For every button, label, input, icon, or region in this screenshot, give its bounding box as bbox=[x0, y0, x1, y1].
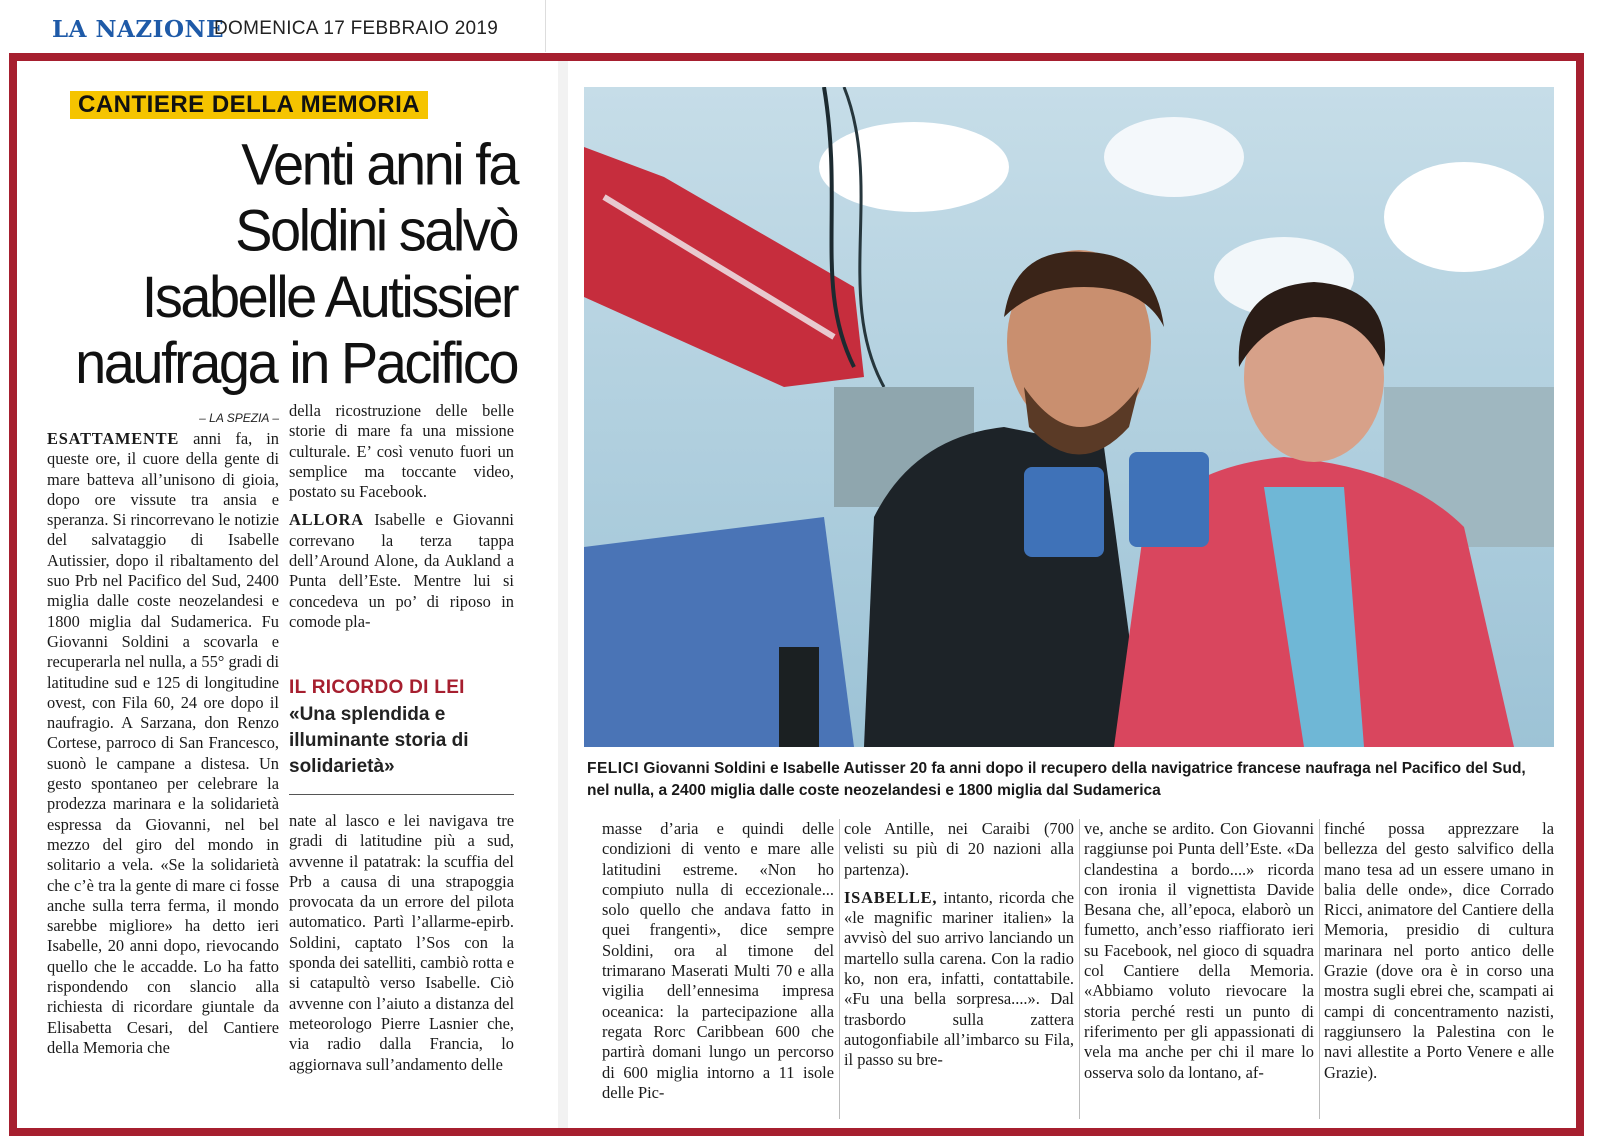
caption-lead: FELICI bbox=[587, 760, 640, 777]
headline-line: naufraga in Pacifico bbox=[75, 329, 517, 396]
body-text: masse d’aria e quindi delle condizioni di vento e mare alle latitudini estreme. «Non ho compiuto nulla di eccezionale... solo quello che andava fatto in quei frangenti», dice sempre Soldini, ora al timone del trimarano Maserati Multi 70 e alla vigilia dell’ennesima impresa oceanica: la partecipazione alla regata Rorc Caribbean 600 che partirà domani lungo un percorso di 600 miglia intorno a 11 isole delle Pic- bbox=[602, 819, 834, 1102]
body-text: ve, anche se ardito. Con Giovanni raggiunse poi Punta dell’Este. «Da clandestina a bordo....» ricorda con ironia il vignettista Davide Besana che, all’epoca, elaborò un fumetto, anch’esso riaffiorato ieri su Facebook, nel gioco di squadra col Cantiere della Memoria. «Abbiamo voluto rievocare la storia perché resti un punto di riferimento per gli appassionati di vela ma anche per chi il mare lo osserva solo da lontano, af- bbox=[1084, 819, 1314, 1082]
byline: – LA SPEZIA – bbox=[199, 411, 279, 425]
column-rule bbox=[1319, 819, 1320, 1119]
text-column-1 bbox=[47, 429, 279, 1129]
text-column-3 bbox=[602, 819, 834, 1129]
lead-word: ALLORA bbox=[289, 510, 364, 530]
body-text: cole Antille, nei Caraibi (700 velisti su più di 20 nazioni alla partenza). bbox=[844, 819, 1074, 879]
body-text: nate al lasco e lei navigava tre gradi di latitudine più a sud, avvenne il patatrak: la scuffia del Prb a causa di una strapoggia provocata da un errore del pilota automatico. Partì l’allarme-epirb. Soldini, captato l’Sos con la sponda dei satelliti, cambiò rotta e si catapultò verso Isabelle. Ciò avvenne con l’aiuto a distanza del meteorologo Pierre Lasnier che, via radio dalla Francia, lo aggiornava sull’andamento delle bbox=[289, 811, 514, 1074]
pull-quote bbox=[289, 676, 514, 780]
paragraph bbox=[289, 510, 514, 632]
masthead bbox=[0, 0, 1600, 52]
pull-quote-label: IL RICORDO DI LEI bbox=[289, 677, 465, 698]
body-text: Isabelle e Giovanni correvano la terza tappa dell’Around Alone, da Aukland a Punta dell’Este. Mentre lui si concedeva un po’ di riposo in comode pla- bbox=[289, 510, 514, 631]
column-rule bbox=[1079, 819, 1080, 1119]
body-text: della ricostruzione delle belle storie di mare fa una missione culturale. E’ così venuto fuori un semplice ma toccante video, postato su Facebook. bbox=[289, 401, 514, 502]
issue-date: DOMENICA 17 FEBBRAIO 2019 bbox=[214, 18, 499, 39]
text-column-2-top bbox=[289, 401, 514, 651]
headline-line: Soldini salvò bbox=[235, 197, 517, 264]
photo-soldini-autissier bbox=[584, 87, 1554, 747]
pull-quote-text: «Una splendida e illuminante storia di solidarietà» bbox=[289, 704, 469, 777]
headline-line: Isabelle Autissier bbox=[141, 263, 517, 330]
paragraph bbox=[844, 888, 1074, 1071]
column-rule bbox=[839, 819, 840, 1119]
lead-word: ISABELLE, bbox=[844, 887, 938, 907]
text-column-2-bottom bbox=[289, 811, 514, 1129]
photo-caption bbox=[587, 758, 1547, 802]
headline bbox=[47, 131, 517, 396]
page-gutter bbox=[558, 61, 568, 1128]
page-divider bbox=[545, 0, 546, 52]
body-text: finché possa apprezzare la bellezza del gesto salvifico della mano tesa ad un essere umano in balia delle onde», dice Corrado Ricci, animatore del Cantiere della Memoria, presidio di cultura marinara nel porto antico delle Grazie (dove ora è in corso una mostra sugli ebrei che, scampati ai campi di concentramento nazisti, raggiunsero la Palestina con le navi allestite a Porto Venere e alle Grazie). bbox=[1324, 819, 1554, 1082]
text-column-6 bbox=[1324, 819, 1554, 1129]
text-column-5 bbox=[1084, 819, 1314, 1129]
caption-text: Giovanni Soldini e Isabelle Autisser 20 fa anni dopo il recupero della navigatrice francese naufraga nel Pacifico del Sud, nel nulla, a 2400 miglia dalle coste neozelandesi e 1800 miglia dal Sudamerica bbox=[587, 760, 1526, 799]
pull-quote-rule bbox=[289, 794, 514, 795]
article-frame bbox=[9, 53, 1584, 1136]
lead-word: ESATTAMENTE bbox=[47, 429, 180, 448]
article-photo bbox=[584, 87, 1554, 747]
headline-line: Venti anni fa bbox=[241, 131, 517, 198]
body-text: intanto, ricorda che «le magnific mariner italien» la avvisò del suo arrivo lanciando un martello sulla carena. Con la radio ko, non era, infatti, contattabile. «Fu una bella sorpresa....». Dal trasbordo sulla zattera autogonfiabile all’imbarco su Fila, il passo su bre- bbox=[844, 887, 1074, 1070]
newspaper-name: LA NAZIONE bbox=[52, 16, 225, 43]
section-kicker: CANTIERE DELLA MEMORIA bbox=[70, 91, 428, 119]
text-column-4 bbox=[844, 819, 1074, 1129]
body-text: anni fa, in queste ore, il cuore della gente di mare batteva all’unisono di gioia, dopo ore vissute tra ansia e speranza. Si rincorrevano le notizie del salvataggio di Isabelle Autissier, dopo il ribaltamento del suo Prb nel Pacifico del Sud, 2400 miglia dalle coste neozelandesi e 1800 miglia dal Sudamerica. Fu Giovanni Soldini a scovarla e recuperarla nel nulla, a 55° gradi di latitudine sud e 125 di longitudine ovest, con Fila 60, 24 ore dopo il naufragio. A Sarzana, don Renzo Cortese, parroco di San Francesco, suonò le campane a distesa. Un gesto spontaneo per celebrare la prodezza marinara e la solidarietà espressa da Giovanni, nel bel mezzo del giro del mondo in solitario a vela. «Se la solidarietà che c’è tra la gente di mare ci fosse anche sulla terra ferma, il mondo sarebbe migliore» ha detto ieri Isabelle, 20 anni dopo, rievocando quello che le accadde. Lo ha fatto rispondendo con slancio alla richiesta di ricordare giuntale da Elisabetta Cesari, del Cantiere della Memoria che bbox=[47, 429, 279, 1057]
